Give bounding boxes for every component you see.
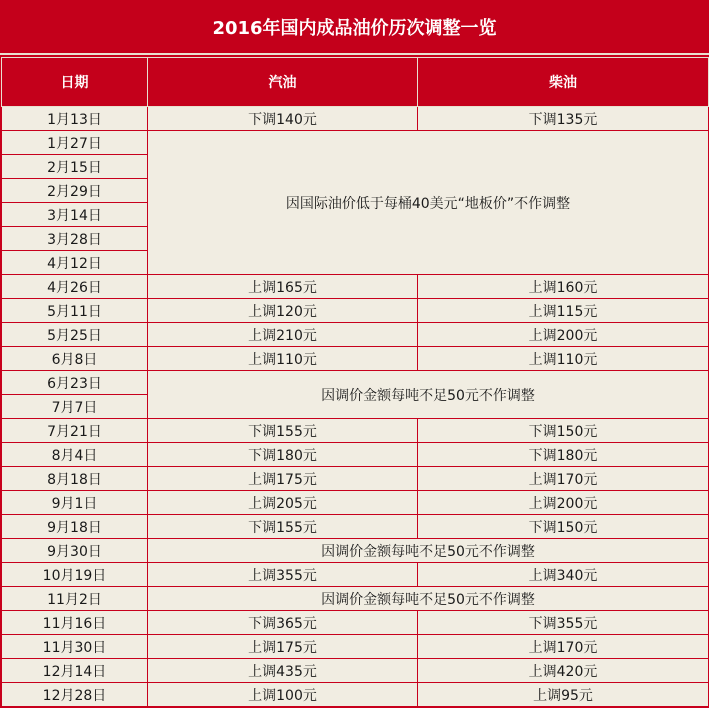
gasoline-cell: 上调110元 bbox=[148, 347, 418, 371]
diesel-cell: 下调355元 bbox=[418, 611, 709, 635]
gasoline-cell: 上调210元 bbox=[148, 323, 418, 347]
diesel-cell: 下调135元 bbox=[418, 107, 709, 131]
date-cell: 2月15日 bbox=[2, 155, 148, 179]
diesel-cell: 上调200元 bbox=[418, 491, 709, 515]
table-row bbox=[2, 323, 709, 347]
date-cell: 5月25日 bbox=[2, 323, 148, 347]
table-row bbox=[2, 467, 709, 491]
date-cell: 11月16日 bbox=[2, 611, 148, 635]
diesel-cell: 上调340元 bbox=[418, 563, 709, 587]
diesel-cell: 上调115元 bbox=[418, 299, 709, 323]
date-cell: 7月21日 bbox=[2, 419, 148, 443]
diesel-cell: 上调200元 bbox=[418, 323, 709, 347]
table-row bbox=[2, 275, 709, 299]
table-row bbox=[2, 371, 709, 395]
header-gasoline: 汽油 bbox=[148, 58, 418, 107]
table-row bbox=[2, 587, 709, 611]
date-cell: 9月1日 bbox=[2, 491, 148, 515]
date-cell: 9月18日 bbox=[2, 515, 148, 539]
header-date: 日期 bbox=[2, 58, 148, 107]
gasoline-cell: 下调155元 bbox=[148, 515, 418, 539]
merged-note-cell: 因调价金额每吨不足50元不作调整 bbox=[148, 539, 709, 563]
diesel-cell: 上调160元 bbox=[418, 275, 709, 299]
diesel-cell: 下调180元 bbox=[418, 443, 709, 467]
gasoline-cell: 上调175元 bbox=[148, 635, 418, 659]
date-cell: 1月27日 bbox=[2, 131, 148, 155]
table-row bbox=[2, 515, 709, 539]
gasoline-cell: 上调120元 bbox=[148, 299, 418, 323]
date-cell: 3月14日 bbox=[2, 203, 148, 227]
table-body bbox=[2, 107, 709, 707]
date-cell: 12月14日 bbox=[2, 659, 148, 683]
date-cell: 9月30日 bbox=[2, 539, 148, 563]
header-row bbox=[2, 58, 709, 107]
merged-note-cell: 因调价金额每吨不足50元不作调整 bbox=[148, 587, 709, 611]
header-diesel: 柴油 bbox=[418, 58, 709, 107]
gasoline-cell: 下调140元 bbox=[148, 107, 418, 131]
gasoline-cell: 下调180元 bbox=[148, 443, 418, 467]
date-cell: 8月4日 bbox=[2, 443, 148, 467]
date-cell: 6月8日 bbox=[2, 347, 148, 371]
diesel-cell: 下调150元 bbox=[418, 419, 709, 443]
date-cell: 1月13日 bbox=[2, 107, 148, 131]
table-row bbox=[2, 611, 709, 635]
date-cell: 2月29日 bbox=[2, 179, 148, 203]
date-cell: 11月2日 bbox=[2, 587, 148, 611]
price-adjustment-table bbox=[1, 57, 709, 707]
gasoline-cell: 下调365元 bbox=[148, 611, 418, 635]
table-row bbox=[2, 659, 709, 683]
gasoline-cell: 上调165元 bbox=[148, 275, 418, 299]
diesel-cell: 上调420元 bbox=[418, 659, 709, 683]
page-title: 2016年国内成品油价历次调整一览 bbox=[0, 0, 709, 55]
date-cell: 6月23日 bbox=[2, 371, 148, 395]
table-row bbox=[2, 563, 709, 587]
diesel-cell: 下调150元 bbox=[418, 515, 709, 539]
date-cell: 5月11日 bbox=[2, 299, 148, 323]
gasoline-cell: 上调175元 bbox=[148, 467, 418, 491]
table-row bbox=[2, 539, 709, 563]
diesel-cell: 上调170元 bbox=[418, 635, 709, 659]
date-cell: 3月28日 bbox=[2, 227, 148, 251]
table-row bbox=[2, 491, 709, 515]
table-row bbox=[2, 107, 709, 131]
table-row bbox=[2, 443, 709, 467]
diesel-cell: 上调95元 bbox=[418, 683, 709, 707]
gasoline-cell: 上调435元 bbox=[148, 659, 418, 683]
date-cell: 11月30日 bbox=[2, 635, 148, 659]
date-cell: 4月26日 bbox=[2, 275, 148, 299]
merged-note-cell: 因国际油价低于每桶40美元“地板价”不作调整 bbox=[148, 131, 709, 275]
date-cell: 7月7日 bbox=[2, 395, 148, 419]
gasoline-cell: 上调205元 bbox=[148, 491, 418, 515]
merged-note-cell: 因调价金额每吨不足50元不作调整 bbox=[148, 371, 709, 419]
date-cell: 12月28日 bbox=[2, 683, 148, 707]
date-cell: 8月18日 bbox=[2, 467, 148, 491]
diesel-cell: 上调110元 bbox=[418, 347, 709, 371]
table-row bbox=[2, 299, 709, 323]
gasoline-cell: 上调355元 bbox=[148, 563, 418, 587]
table-row bbox=[2, 131, 709, 155]
date-cell: 4月12日 bbox=[2, 251, 148, 275]
table-row bbox=[2, 347, 709, 371]
gasoline-cell: 下调155元 bbox=[148, 419, 418, 443]
table-row bbox=[2, 683, 709, 707]
table-row bbox=[2, 419, 709, 443]
date-cell: 10月19日 bbox=[2, 563, 148, 587]
diesel-cell: 上调170元 bbox=[418, 467, 709, 491]
gasoline-cell: 上调100元 bbox=[148, 683, 418, 707]
table-row bbox=[2, 635, 709, 659]
